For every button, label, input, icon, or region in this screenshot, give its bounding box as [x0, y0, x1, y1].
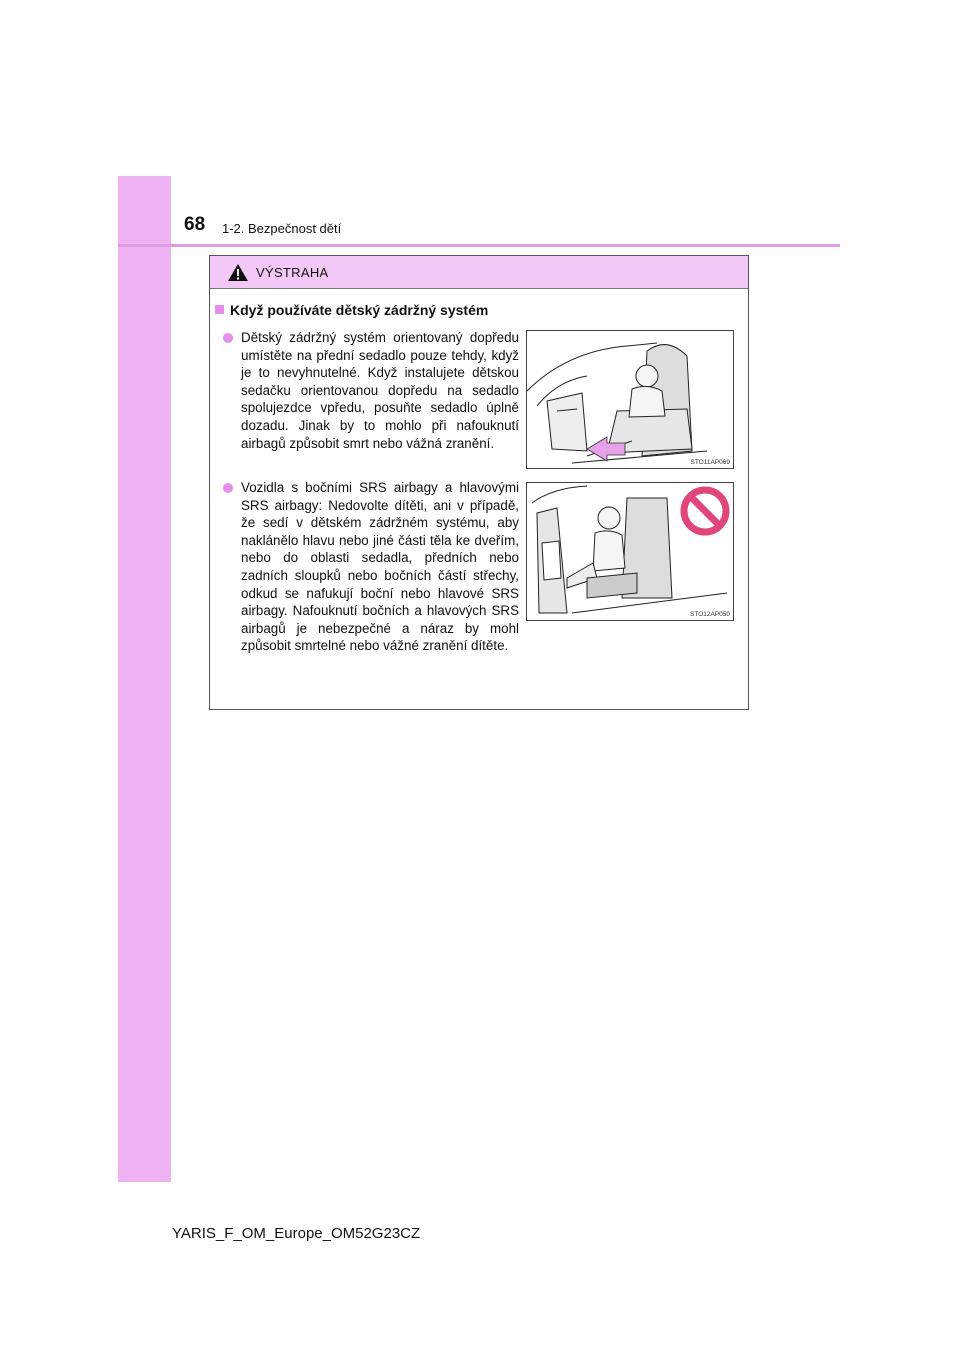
- image-code: STO12AP050: [690, 611, 730, 618]
- header-rule: [118, 244, 840, 247]
- image-code: STO11AP069: [690, 459, 730, 466]
- page-number: 68: [184, 214, 206, 235]
- section-title: 1-2. Bezpečnost dětí: [222, 221, 342, 236]
- prohibition-icon: [679, 485, 731, 537]
- bullet-dot-icon: [223, 483, 233, 493]
- bullet-dot-icon: [223, 333, 233, 343]
- warning-triangle-icon: [227, 263, 249, 282]
- topic-label: Když používáte dětský zádržný systém: [230, 302, 489, 318]
- topic-square-icon: [215, 305, 224, 314]
- warning-title: VÝSTRAHA: [256, 265, 329, 280]
- side-tab: [118, 176, 171, 1182]
- car-seat-illustration: [527, 331, 733, 468]
- warning-item-text: Vozidla s bočními SRS airbagy a hlavovými SRS airbagy: Nedovolte dítěti, ani v případě, že sedí v dětském zádržném systému, aby naklánělo hlavu nebo jiné části těla ke dveřím, nebo do oblasti sedadla, předních nebo zadních sloupků nebo bočních částí střechy, odkud se nafukují boční nebo hlavové SRS airbagy. Nafouknutí bočních a hlavových SRS airbagů je nebezpečné a náraz by mohl způsobit smrtelné nebo vážné zranění dítěte.: [241, 480, 519, 654]
- warning-item-1: [223, 329, 519, 452]
- warning-header: [210, 256, 748, 289]
- illustration-rear-seat: [526, 482, 734, 621]
- warning-item-text: Dětský zádržný systém orientovaný dopředu umístěte na přední sedadlo pouze tehdy, když je to nevyhnutelné. Když instalujete dětskou sedačku orientovanou dopředu na sedadlo spolujezdce vpředu, posuňte sedadlo úplně dozadu. Jinak by to mohlo při nafouknutí airbagů způsobit smrt nebo vážná zranění.: [241, 330, 519, 451]
- warning-item-2: [223, 479, 519, 655]
- warning-topic: [215, 302, 488, 318]
- illustration-front-seat: [526, 330, 734, 469]
- document-footer: YARIS_F_OM_Europe_OM52G23CZ: [172, 1225, 421, 1242]
- warning-box: [209, 255, 749, 710]
